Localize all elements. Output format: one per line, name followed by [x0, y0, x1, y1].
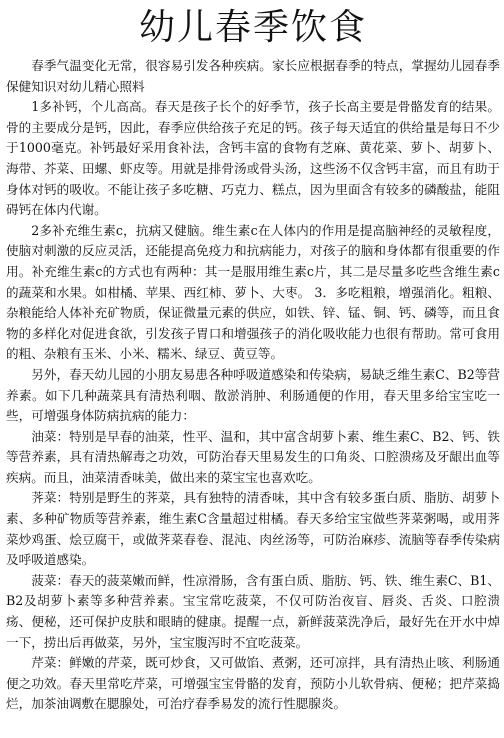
paragraph-intro: 春季气温变化无常，很容易引发各种疾病。家长应根据春季的特点，掌握幼儿园春季保健知识对幼儿精心照料: [6, 58, 500, 94]
paragraph-rapeseed: 油菜：特别是早春的油菜，性平、温和，其中富含胡萝卜素、维生素C、B2、钙、铁等营养素，具有清热解毒之功效，可防治春天里易发生的口角炎、口腔溃疡及牙龈出血等疾病。而且，油菜清香味美，做出来的菜宝宝也喜欢吃。: [6, 428, 500, 485]
paragraph-vegetables-intro: 另外，春天幼儿园的小朋友易患各种呼吸道感染和传染病，易缺乏维生素C、B2等营养素。如下几种蔬菜具有清热利咽、散淤消肿、利肠通便的作用，春天里多给宝宝吃一些，可增强身体防病抗病的能力：: [6, 366, 500, 424]
paragraph-shepherds-purse: 荠菜：特别是野生的荠菜，具有独特的清香味，其中含有较多蛋白质、脂肪、胡萝卜素、多种矿物质等营养素，维生素C含量超过柑橘。春天多给宝宝做些荠菜粥喝，或用荠菜炒鸡蛋、烩豆腐干，或做荠菜春卷、混沌、肉丝汤等，可防治麻疹、流脑等春季传染病及呼吸道感染。: [6, 490, 500, 568]
paragraph-calcium: 1多补钙，个儿高高。春天是孩子长个的好季节，孩子长高主要是骨骼发育的结果。骨的主要成分是钙，因此，春季应供给孩子充足的钙。孩子每天适宜的供给量是每日不少于1000毫克。补钙最好采用食补法，含钙丰富的食物有芝麻、黄花菜、萝卜、胡萝卜、海带、芥菜、田螺、虾皮等。用就是排骨汤或骨头汤，这些汤不仅含钙丰富，而且有助于身体对钙的吸收。不能让孩子多吃糖、巧克力、糕点，因为里面含有较多的磷酸盐，能阻碍钙在体内代谢。: [6, 99, 500, 218]
paragraph-celery: 芹菜：鲜嫩的芹菜，既可炒食，又可做馅、煮粥，还可凉拌，具有清热止咳、利肠通便之功效。春天里常吃芹菜，可增强宝宝骨骼的发育，预防小儿软骨病、便秘；把芹菜捣烂，加茶油调敷在腮腺处，可治疗春季易发的流行性腮腺炎。: [6, 655, 500, 712]
document-body: [6, 56, 500, 715]
paragraph-vitamin-c-and-grains: 2多补充维生素c，抗病又健脑。维生素c在人体内的作用是提高脑神经的灵敏程度，使脑对刺激的反应灵活，还能提高免疫力和抗病能力，对孩子的脑和身体都有很重要的作用。补充维生素c的方式也有两种：其一是服用维生素c片，其二是尽量多吃些含维生素c的蔬菜和水果。如柑橘、苹果、西红柿、萝卜、大枣。 3．多吃粗粮，增强消化。粗粮、杂粮能给人体补充矿物质，保证微量元素的供应，如铁、锌、锰、铜、钙、磷等，而且食物的多样化对促进食欲，引发孩子胃口和增强孩子的消化吸收能力也很有帮助。常可食用的粗、杂粮有玉米、小米、糯米、绿豆、黄豆等。: [6, 222, 500, 362]
paragraph-spinach: 菠菜：春天的菠菜嫩而鲜，性凉滑肠，含有蛋白质、脂肪、钙、铁、维生素C、B1、B2及胡萝卜素等多种营养素。宝宝常吃菠菜，不仅可防治夜盲、唇炎、舌炎、口腔溃疡、便秘，还可保护皮肤和眼睛的健康。提醒一点，新鲜菠菜洗净后，最好先在开水中焯一下，捞出后再做菜，另外，宝宝腹泻时不宜吃菠菜。: [6, 572, 500, 650]
document-title: 幼儿春季饮食: [138, 7, 367, 48]
